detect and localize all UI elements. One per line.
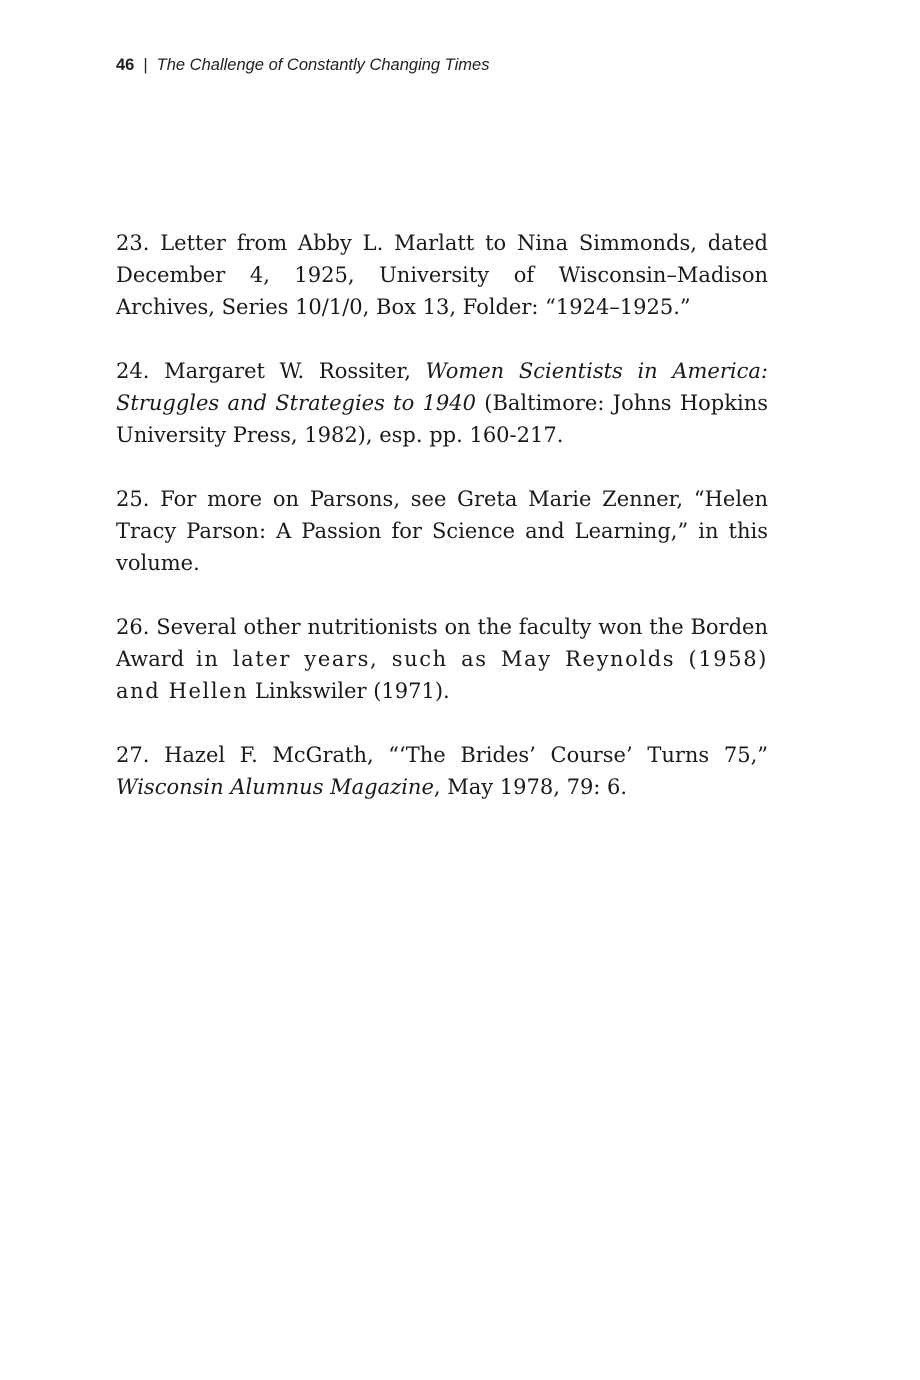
note-text: For more on Parsons, see Greta Marie Zenner, “Helen Tracy Parson: A Passion for Science and Learning,” in this volume. — [116, 487, 768, 575]
note-lead: Hazel F. McGrath, “‘The Brides’ Course’ Turns 75,” — [164, 743, 768, 767]
endnote-25 — [116, 483, 768, 579]
note-publication-title: Wisconsin Alumnus Magazine — [116, 775, 434, 799]
note-text-line-1: Several other nutritionists on the faculty won the Borden Award — [116, 615, 768, 671]
note-number: 27. — [116, 743, 150, 767]
header-separator: | — [143, 56, 148, 74]
note-number: 26. — [116, 615, 150, 639]
endnote-27 — [116, 739, 768, 803]
endnote-26 — [116, 611, 768, 707]
note-number: 24. — [116, 359, 150, 383]
note-text-line-2: in later years, such as May Reynolds (1958) and Hellen — [116, 647, 768, 703]
endnote-23 — [116, 227, 768, 323]
note-number: 25. — [116, 487, 150, 511]
book-title: The Challenge of Constantly Changing Times — [156, 56, 490, 74]
note-book-title: Women Scientists in America: Struggles and Strategies to 1940 — [116, 359, 768, 415]
note-citation: , May 1978, 79: 6. — [433, 775, 628, 799]
endnote-24 — [116, 355, 768, 451]
note-number: 23. — [116, 231, 150, 255]
note-author: Margaret W. Rossiter, — [164, 359, 426, 383]
note-text: Letter from Abby L. Marlatt to Nina Simmonds, dated December 4, 1925, University of Wisconsin–Madison Archives, Series 10/1/0, Box 13, Folder: “1924–1925.” — [116, 231, 768, 319]
running-header — [116, 54, 489, 76]
endnotes-list — [116, 227, 768, 835]
note-text-line-3: Linkswiler (1971). — [254, 679, 450, 703]
page-number: 46 — [116, 56, 135, 74]
note-citation: (Baltimore: Johns Hopkins University Press, 1982), esp. pp. 160-217. — [116, 391, 768, 447]
